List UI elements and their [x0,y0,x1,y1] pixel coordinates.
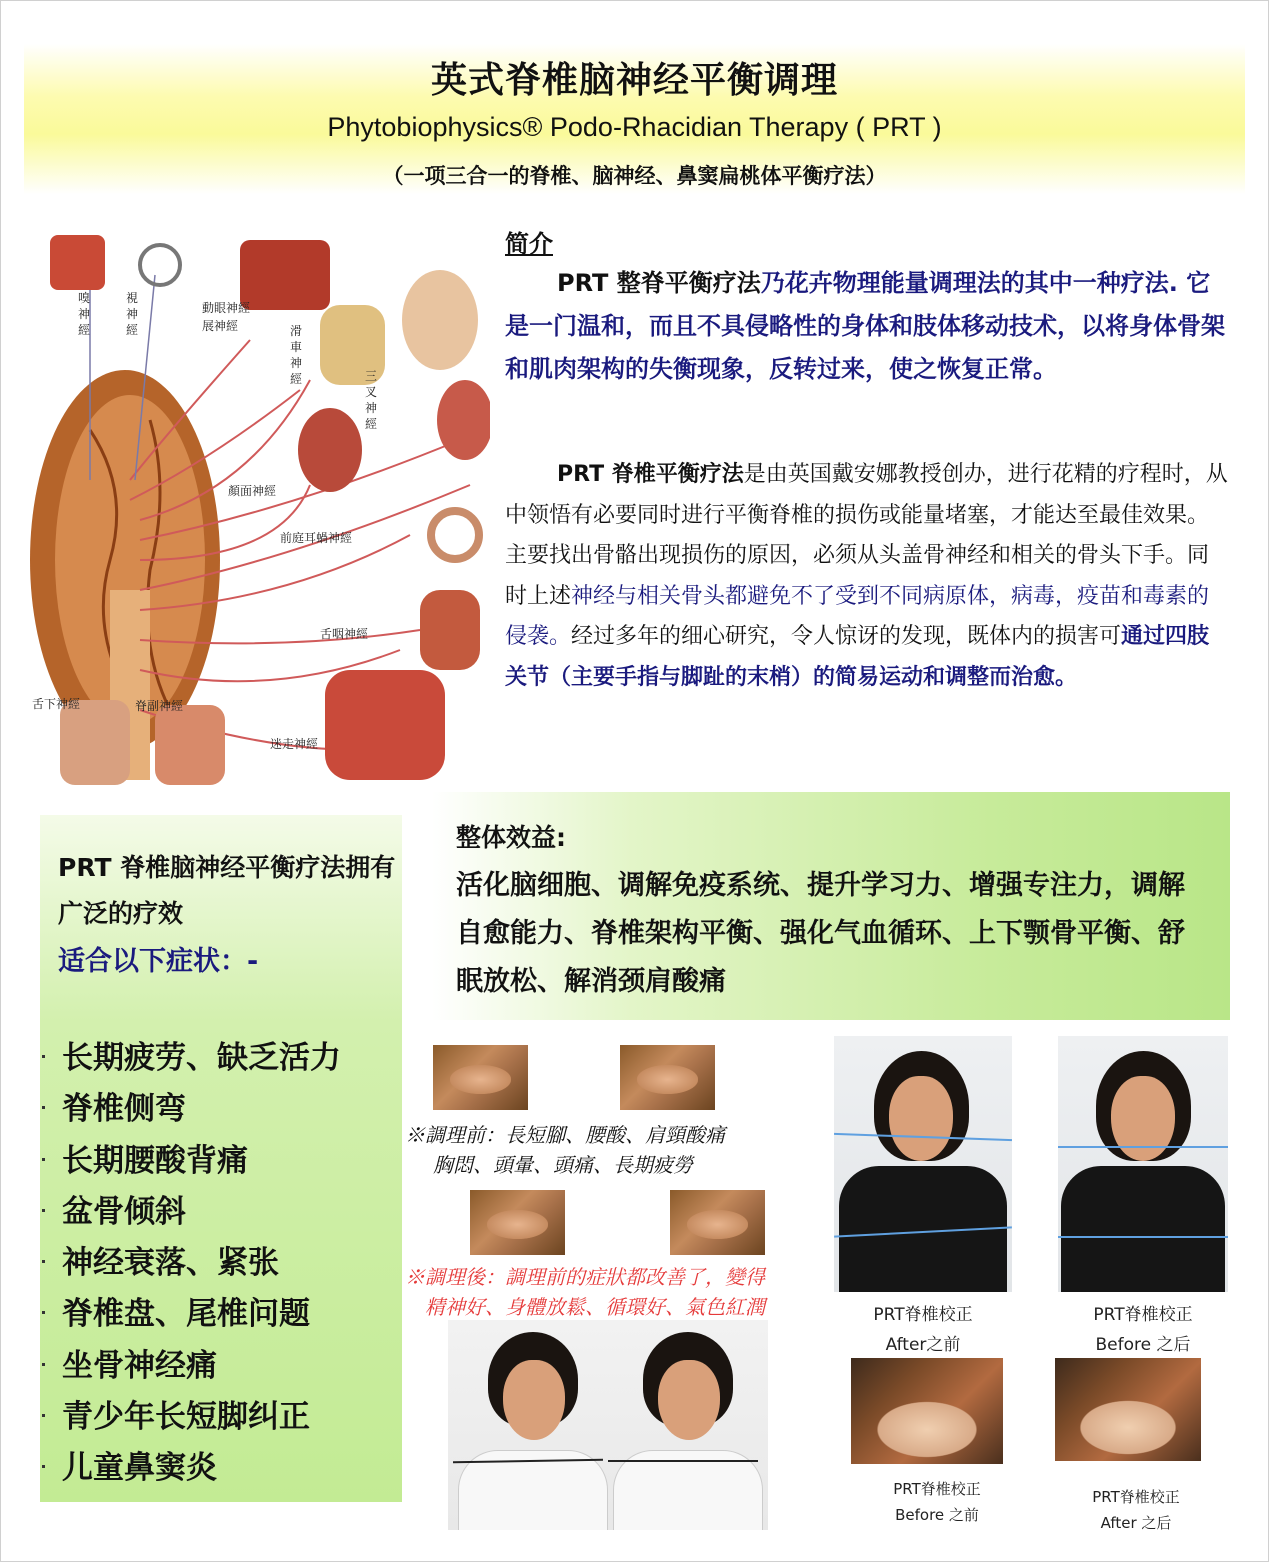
intro-p1-lead: PRT 整脊平衡疗法 [557,269,761,297]
list-item [40,1136,400,1187]
caption-right-photo-line-2: Before 之后 [1095,1335,1191,1355]
intro-heading: 简介 [505,230,553,258]
bullet-dot-icon [42,1414,45,1417]
svg-text:神: 神 [290,356,303,370]
list-item [40,1341,400,1392]
before-note-line-1: ※調理前：長短腳、腰酸、肩頸酸痛 [405,1123,725,1147]
intro-p1-blue: 乃花卉物理能量调理法的其中一种疗法. 它是一门温和，而且不具侵略性的身体和肢体移动技术，以将身体骨架和肌肉架构的失衡现象，反转过来，使之恢复正常。 [505,269,1225,383]
symptoms-box [40,815,402,1502]
bullet-dot-icon [42,1363,45,1366]
list-item [40,1187,400,1238]
intro-p2-bold-blue: 通过四肢关节（主要手指与脚趾的末梢）的简易运动和调整而治愈。 [505,624,1210,690]
svg-text:神: 神 [365,401,378,415]
symptom-text: 脊椎盘、尾椎问题 [62,1296,310,1333]
eye-muscle-illustration [240,240,330,310]
posture-photo-left [834,1036,1012,1292]
subtitle-english: Phytobiophysics® Podo-Rhacidian Therapy ( PRT ) [327,112,942,142]
page-title: 英式脊椎脑神经平衡调理 [430,60,838,101]
svg-text:經: 經 [365,417,378,431]
skull-illustration [402,270,478,370]
after-note-line-2: 精神好、身體放鬆、循環好、氣色紅潤 [425,1295,765,1319]
symptoms-intro: PRT 脊椎脑神经平衡疗法拥有广泛的疗效 [58,853,396,928]
label-trochlear: 滑 [290,324,303,338]
subtitle-chinese: （一项三合一的脊椎、脑神经、鼻窦扁桃体平衡疗法） [382,164,887,188]
intro-p2-text-1: 是由英国戴安娜教授创办，进行花精的疗程时，从中领悟有必要同时进行平衡脊椎的损伤或能量堵塞，才能达至最佳效果。 主要找出骨骼出现损伤的原因，必须从头盖骨神经和相关的骨头下手。同时上述 [505,462,1228,609]
caption-left-feet-line-1: PRT脊椎校正 [893,1480,981,1498]
label-vestibulocochlear: 前庭耳蝸神經 [280,531,353,545]
list-item [40,1033,400,1084]
label-hypoglossal: 舌下神經 [32,697,81,711]
intro-paragraph-2 [505,455,1230,698]
bullet-dot-icon [42,1260,45,1263]
label-trigeminal: 三 [365,369,378,383]
bullet-dot-icon [42,1055,45,1058]
jaw-illustration [437,380,490,460]
symptom-text: 儿童鼻窦炎 [62,1450,217,1487]
symptom-text: 长期腰酸背痛 [62,1142,248,1179]
svg-text:經: 經 [78,323,91,337]
hands-before-photo-2 [620,1045,715,1110]
caption-right-feet-line-1: PRT脊椎校正 [1092,1488,1180,1506]
feet-after-photo [1055,1358,1201,1461]
caption-left-photo [834,1300,1012,1360]
list-item [40,1392,400,1443]
facial-muscle-illustration [298,408,362,492]
svg-text:經: 經 [126,323,139,337]
caption-right-photo-line-1: PRT脊椎校正 [1093,1305,1193,1325]
symptom-text: 长期疲劳、缺乏活力 [62,1040,341,1076]
throat-illustration [420,590,480,670]
bullet-dot-icon [42,1465,45,1468]
symptom-text: 脊椎侧弯 [62,1091,186,1128]
hands-after-photo-1 [470,1190,565,1255]
svg-text:經: 經 [290,372,303,386]
symptoms-heading: 适合以下症状：- [58,946,259,977]
symptom-text: 坐骨神经痛 [62,1347,217,1384]
label-glossopharyngeal: 舌咽神經 [320,627,369,641]
organs-illustration [325,670,445,780]
symptom-text: 盆骨倾斜 [62,1193,186,1230]
benefits-text: 活化脑细胞、调解免疫系统、提升学习力、增强专注力，调解自愈能力、脊椎架构平衡、强化气血循环、上下颚骨平衡、舒眠放松、解消颈肩酸痛 [456,870,1185,997]
caption-right-feet [1050,1484,1222,1536]
symptom-text: 青少年长短脚纠正 [62,1399,310,1436]
svg-text:神: 神 [126,307,139,321]
benefits-box [432,792,1230,1020]
after-note-line-1: ※調理後：調理前的症狀都改善了，變得 [405,1265,765,1289]
intro-p2-text-2: 经过多年的细心研究，令人惊讶的发现，既体内的损害可 [571,624,1122,649]
bullet-dot-icon [42,1106,45,1109]
neck-illustration [155,705,225,785]
hands-after-photo-2 [670,1190,765,1255]
symptom-text: 神经衰落、紧张 [62,1245,279,1282]
list-item [40,1289,400,1340]
intro-paragraph-1 [505,262,1230,391]
bullet-dot-icon [42,1158,45,1161]
list-item [40,1084,400,1135]
caption-left-feet-line-2: Before 之前 [895,1506,979,1524]
svg-text:神: 神 [78,307,91,321]
eye-illustration [140,245,180,285]
label-facial: 顏面神經 [228,484,277,498]
label-vagus: 迷走神經 [270,737,319,751]
list-item [40,1238,400,1289]
label-olfactory: 嗅 [78,291,91,305]
label-accessory: 脊副神經 [135,699,184,713]
before-note [405,1120,825,1180]
posture-comparison-photo [448,1320,768,1530]
feet-before-photo [851,1358,1003,1464]
symptoms-list [40,1033,400,1495]
bullet-dot-icon [42,1209,45,1212]
hands-before-photo-1 [433,1045,528,1110]
label-optic: 視 [126,291,139,305]
tongue-illustration [60,700,130,785]
list-item [40,1443,400,1494]
svg-text:車: 車 [290,340,303,354]
caption-left-photo-line-1: PRT脊椎校正 [873,1305,973,1325]
caption-left-feet [851,1476,1023,1528]
intro-p2-blue: 神经与相关骨头都避免不了受到不同病原体，病毒，疫苗和毒素的侵袭。 [505,583,1210,649]
ear-illustration [431,511,479,559]
nose-illustration [50,235,105,290]
caption-right-feet-line-2: After 之后 [1100,1514,1172,1532]
after-note [405,1262,825,1322]
bullet-dot-icon [42,1311,45,1314]
label-abducens: 展神經 [202,319,239,333]
cranial-nerve-diagram [30,230,490,790]
caption-left-photo-line-2: After之前 [885,1335,961,1355]
intro-p2-lead: PRT 脊椎平衡疗法 [557,462,744,487]
svg-text:叉: 叉 [365,385,378,399]
caption-right-photo [1058,1300,1228,1360]
label-oculomotor: 動眼神經 [202,301,251,315]
posture-photo-right [1058,1036,1228,1292]
benefits-title: 整体效益: [456,823,566,852]
before-note-line-2: 胸悶、頭暈、頭痛、長期疲勞 [433,1153,693,1177]
